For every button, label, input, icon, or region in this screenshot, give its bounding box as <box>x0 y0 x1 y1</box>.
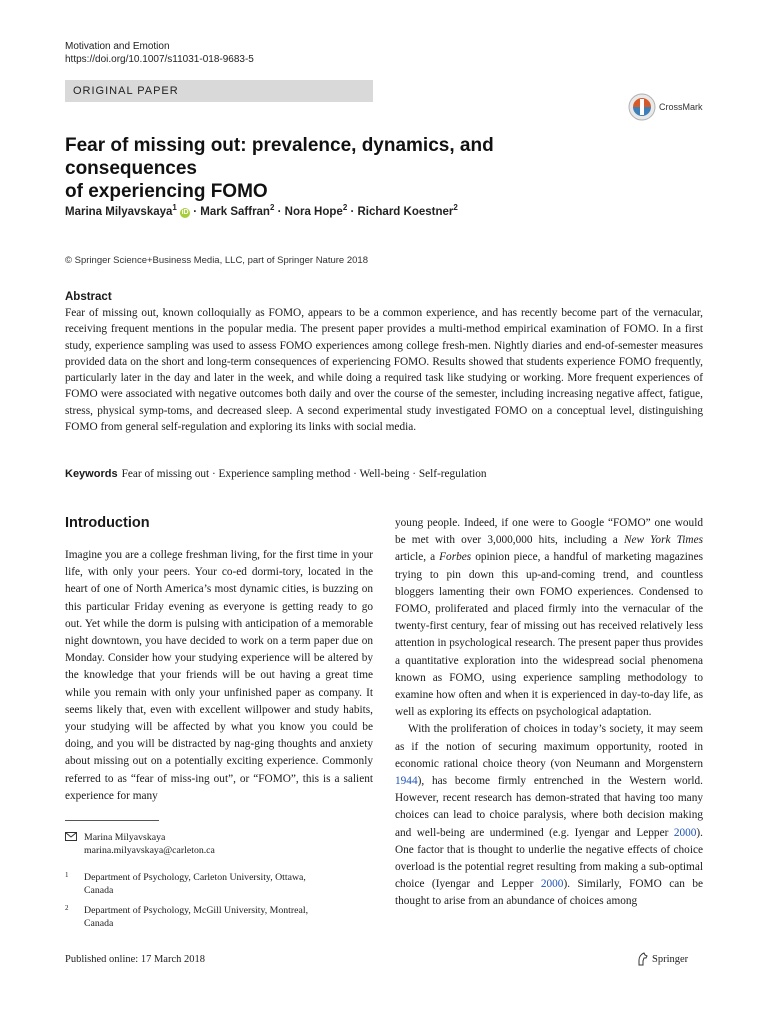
text-run: ). Similarly, FOMO can be thought to arise from an abundance of choices among <box>395 878 703 908</box>
author-list <box>65 203 458 218</box>
publisher-logo <box>636 952 688 966</box>
publisher-name: Springer <box>652 953 689 965</box>
corresponding-author-email[interactable]: marina.milyavskaya@carleton.ca <box>84 845 215 856</box>
corresponding-lines <box>84 831 344 857</box>
author-affiliation-sup: 2 <box>342 203 348 212</box>
intro-right-column <box>395 515 703 911</box>
title-line-1: Fear of missing out: prevalence, dynamics, and consequences <box>65 135 494 179</box>
title-line-2: of experiencing FOMO <box>65 181 268 202</box>
author-affiliation-sup: 2 <box>453 203 458 212</box>
keywords-text: Fear of missing out · Experience sampling method · Well-being · Self-regulation <box>121 468 487 480</box>
text-run: ). One factor that is thought to underlie the negative effects of choice overload is the potential regret resulting from making a sub-optimal choice (Iyengar and Lepper <box>395 826 703 891</box>
envelope-icon <box>65 832 77 841</box>
affiliation-text <box>84 871 354 897</box>
springer-horse-icon <box>636 952 648 966</box>
affiliation-line: Department of Psychology, Carleton University, Ottawa, <box>84 872 306 883</box>
text-run: opinion piece, a handful of marketing magazines trying to pin down this up-and-coming trend, and countless bloggers lamenting their own FOMO experiences. Condensed to FOMO, proliferated and placed firmly into the vernacular of the twenty-first century, fear of missing out has received relatively less attention in psychological research. The present paper thus provides a quantitative exploration into the widespread social phenomena known as FOMO, using experience sampling methodology to examine how often and when it is experienced in day-to-day life, as well as exploring its effects on psychological adaptation. <box>395 551 703 719</box>
article-type-banner: ORIGINAL PAPER <box>65 80 373 102</box>
abstract-heading: Abstract <box>65 291 112 303</box>
affiliation-line: Canada <box>84 918 114 929</box>
italic-run: Forbes <box>439 551 472 564</box>
intro-left-column: Imagine you are a college freshman living, for the first time in your life, with only your peers. Your co-ed dormi-tory, located in the heart of one of North America’s most dynamic cities, is buzzing on this particular Friday evening as everyone is getting ready to go out. Yet while the dorm is pulsing with anticipation of a memorable night downtown, you have decided to work on a term paper due on Monday. Consider how your studying experience will be altered by the knowledge that your friends will be out having a great time while you remain with only your unfinished paper as company. It seems likely that, even with excellent willpower and study habits, your studying will be affected by what you know you could be doing, and you will be distracted by nag-ging thoughts and anxiety about missing out on a potentially exciting experience. Commonly referred to as “fear of miss-ing out”, or “FOMO”, this is a salient experience for many <box>65 549 373 802</box>
corresponding-author-name: Marina Milyavskaya <box>84 832 166 843</box>
text-run: article, a <box>395 551 440 564</box>
author-separator: · <box>190 205 201 218</box>
author-affiliation-sup: 1 <box>172 203 177 212</box>
affiliation-line: Department of Psychology, McGill University, Montreal, <box>84 905 309 916</box>
affiliation-line: Canada <box>84 885 114 896</box>
published-date: Published online: 17 March 2018 <box>65 954 205 965</box>
author-separator: · <box>347 205 358 218</box>
copyright-notice: © Springer Science+Business Media, LLC, part of Springer Nature 2018 <box>65 255 368 266</box>
citation-link[interactable]: 2000 <box>673 826 697 839</box>
crossmark-badge[interactable] <box>628 92 703 122</box>
author-name[interactable]: Richard Koestner <box>357 205 454 218</box>
intro-paragraph-1 <box>395 515 703 721</box>
journal-name: Motivation and Emotion <box>65 41 170 52</box>
crossmark-label: CrossMark <box>659 102 703 112</box>
footnote-divider <box>65 820 159 821</box>
author-name[interactable]: Mark Saffran <box>200 205 270 218</box>
citation-link[interactable]: 2000 <box>540 878 564 891</box>
section-heading-introduction: Introduction <box>65 515 150 531</box>
text-run: young people. Indeed, if one were to Google “FOMO” one would be met with over 3,000,000 hits, including a <box>395 517 703 547</box>
author-name[interactable]: Marina Milyavskaya <box>65 205 173 218</box>
paper-title <box>65 134 625 203</box>
abstract-text: Fear of missing out, known colloquially as FOMO, appears to be a common experience, and has recently become part of the vernacular, receiving frequent mentions in the popular media. The present paper provides a multi-method empirical examination of FOMO. In a first study, experience sampling was used to assess FOMO experiences among college fresh-men. Nightly diaries and end-of-semester measures provided data on the short and long-term consequences of experiencing FOMO. Results showed that students experience FOMO frequently, particularly later in the day and later in the week, and while doing a required task like studying or working. More frequent experiences of FOMO were associated with negative outcomes both daily and over the course of the semester, including increasing negative affect, fatigue, stress, physical symp-toms, and decreased sleep. A second experimental study investigated FOMO on a conceptual level, distinguishing FOMO from general self-regulation and exploring its links with social media. <box>65 307 703 434</box>
citation-link[interactable]: 1944 <box>395 775 418 788</box>
affiliation-number: 1 <box>65 871 69 879</box>
author-separator: · <box>274 205 285 218</box>
affiliation-text <box>84 904 354 930</box>
keywords-label: Keywords <box>65 468 118 480</box>
author-affiliation-sup: 2 <box>269 203 275 212</box>
italic-run: New York Times <box>623 534 704 547</box>
doi-link[interactable]: https://doi.org/10.1007/s11031-018-9683-5 <box>65 54 254 65</box>
crossmark-icon <box>628 93 656 121</box>
author-name[interactable]: Nora Hope <box>284 205 343 218</box>
keywords-line <box>65 468 487 480</box>
intro-paragraph-2 <box>395 721 703 910</box>
journal-header <box>65 40 254 66</box>
text-run: ), has become firmly entrenched in the Western world. However, recent research has demon-strated that having too many choices can lead to choice paralysis, where both decision making and well-being are undermined (e.g. Iyengar and Lepper <box>395 775 703 839</box>
text-run: With the proliferation of choices in today’s society, it may seem as if the notion of securing maximum opportunity, rooted in economic rational choice theory (von Neumann and Morgenstern <box>395 723 703 770</box>
orcid-icon[interactable]: iD <box>181 208 189 216</box>
affiliation-number: 2 <box>65 904 69 912</box>
